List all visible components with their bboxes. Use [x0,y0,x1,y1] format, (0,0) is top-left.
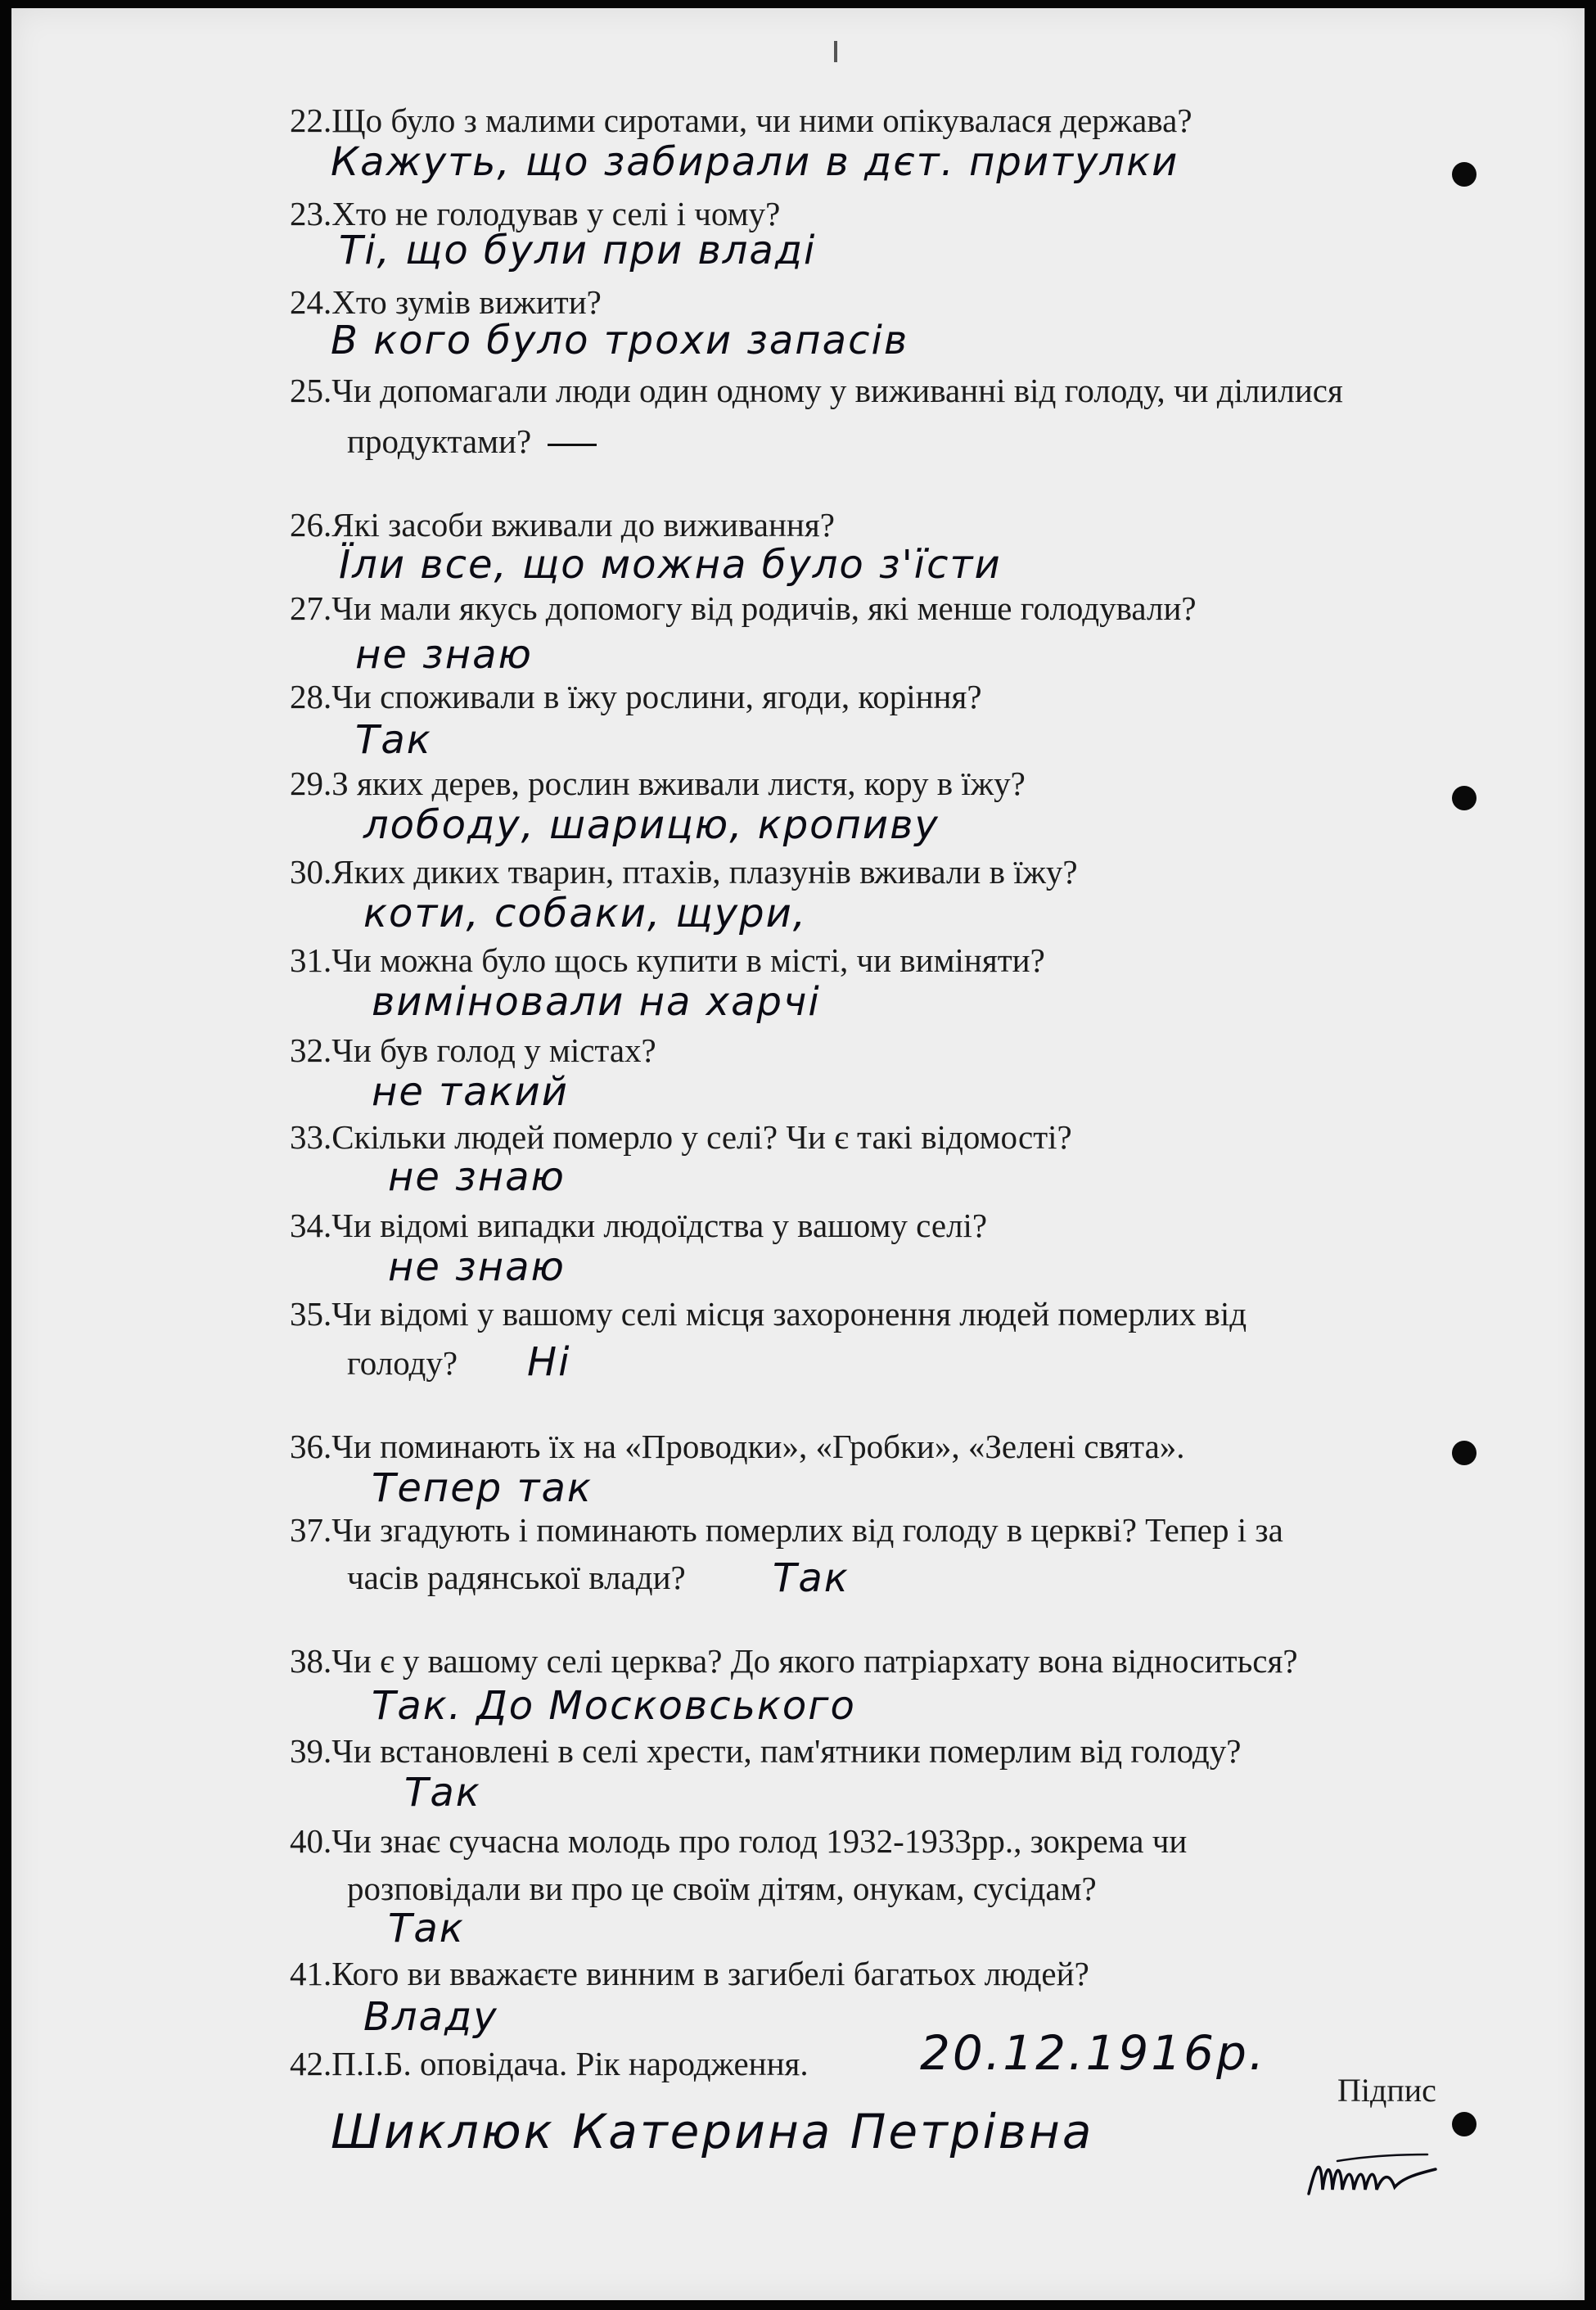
answer-27: не знаю [355,632,533,678]
question-28: 28.Чи споживали в їжу рослини, ягоди, коріння? [290,678,982,715]
question-32: 32.Чи був голод у містах? [290,1031,656,1069]
answer-35: Ні [527,1339,571,1385]
pencil-mark [834,41,837,62]
question-25-line2: продуктами? [347,422,532,460]
answer-38: Так. До Московського [372,1683,856,1729]
question-31: 31.Чи можна було щось купити в місті, чи виміняти? [290,941,1045,979]
answer-37: Так [773,1555,850,1601]
answer-42-birth-date: 20.12.1916р. [920,2025,1267,2081]
question-35-continued [347,1339,458,1387]
question-29: 29.З яких дерев, рослин вживали листя, кору в їжу? [290,765,1026,802]
punch-hole [1452,2112,1477,2136]
question-27: 27.Чи мали якусь допомогу від родичів, які менше голодували? [290,589,1197,627]
answer-36: Тепер так [372,1465,593,1511]
answer-40: Так [388,1906,465,1951]
answer-31: виміновали на харчі [372,979,821,1025]
question-42: 42.П.І.Б. оповідача. Рік народження. [290,2045,809,2082]
answer-23: Ті, що були при владі [339,228,817,273]
question-40: 40.Чи знає сучасна молодь про голод 1932-1933рр., зокрема чи [290,1822,1188,1860]
answer-32: не такий [372,1069,569,1115]
question-22: 22.Що було з малими сиротами, чи ними опікувалася держава? [290,102,1192,139]
question-36: 36.Чи поминають їх на «Проводки», «Гробки», «Зелені свята». [290,1428,1185,1465]
answer-41: Владу [363,1994,498,2040]
question-39: 39.Чи встановлені в селі хрести, пам'ятники померлим від голоду? [290,1732,1242,1770]
question-37: 37.Чи згадують і поминають померлих від голоду в церкві? Тепер і за [290,1511,1283,1549]
answer-29: лободу, шарицю, кропиву [363,802,940,848]
answer-25-dash [548,444,597,446]
question-24: 24.Хто зумів вижити? [290,283,602,321]
question-25-continued [347,417,597,465]
answer-28: Так [355,717,432,763]
question-38: 38.Чи є у вашому селі церква? До якого патріархату вона відноситься? [290,1642,1298,1680]
punch-hole [1452,162,1477,187]
document-page [11,8,1585,2300]
question-37-line2: часів радянської влади? [347,1559,686,1596]
answer-22: Кажуть, що забирали в дєт. притулки [331,139,1179,185]
question-30: 30.Яких диких тварин, птахів, плазунів вживали в їжу? [290,853,1078,891]
signature [1305,2145,1444,2210]
narrator-name: Шиклюк Катерина Петрівна [331,2104,1094,2159]
answer-26: Їли все, що можна було з'їсти [339,542,1002,588]
question-26: 26.Які засоби вживали до виживання? [290,506,835,544]
question-35-line2: голоду? [347,1344,458,1382]
answer-30: коти, собаки, щури, [363,891,808,936]
question-40-line2: розповідали ви про це своїм дітям, онукам, сусідам? [347,1870,1097,1907]
answer-34: не знаю [388,1244,566,1290]
answer-39: Так [404,1770,481,1816]
question-23: 23.Хто не голодував у селі і чому? [290,195,781,232]
question-35: 35.Чи відомі у вашому селі місця захоронення людей померлих від [290,1295,1247,1333]
answer-33: не знаю [388,1154,566,1200]
question-41: 41.Кого ви вважаєте винним в загибелі багатьох людей? [290,1955,1089,1992]
question-37-continued [347,1554,686,1601]
signature-label: Підпис [1337,2072,1436,2109]
answer-24: В кого було трохи запасів [331,318,909,363]
question-34: 34.Чи відомі випадки людоїдства у вашому селі? [290,1207,988,1244]
question-33: 33.Скільки людей померло у селі? Чи є такі відомості? [290,1118,1072,1156]
question-25: 25.Чи допомагали люди один одному у виживанні від голоду, чи ділилися [290,372,1343,409]
